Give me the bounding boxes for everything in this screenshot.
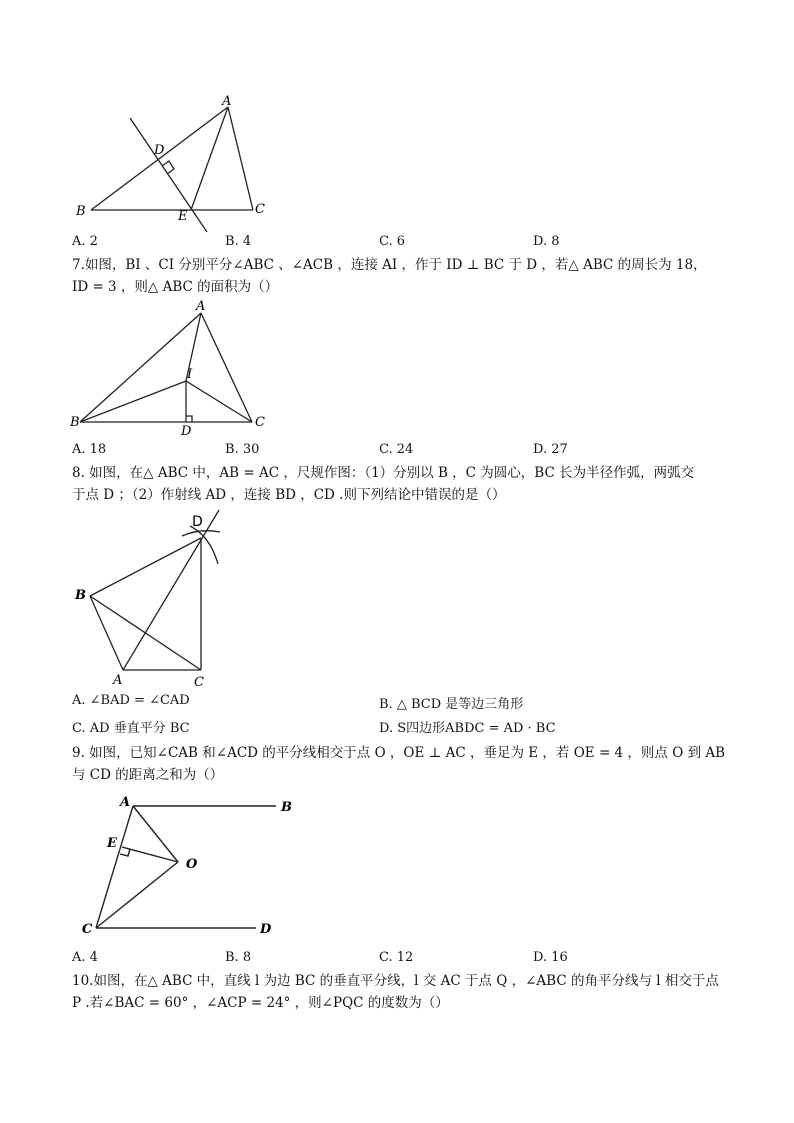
label-D: D xyxy=(181,424,192,438)
option-b[interactable]: B. 8 xyxy=(225,950,252,965)
label-A: A xyxy=(120,795,131,810)
label-E: E xyxy=(178,209,188,224)
option-d[interactable]: D. 27 xyxy=(533,442,568,457)
question-9-line-1: 9. 如图，已知∠CAB 和∠ACD 的平分线相交于点 O ，OE ⊥ AC ，垂足为 E ，若 OE = 4 ，则点 O 到 AB xyxy=(72,745,726,761)
question-9-line-2: 与 CD 的距离之和为（） xyxy=(72,767,224,783)
segment-BI xyxy=(80,381,186,422)
option-d[interactable]: D. 16 xyxy=(533,950,568,965)
option-c[interactable]: C. 6 xyxy=(379,234,406,249)
question-8 xyxy=(72,462,732,506)
ray-AD xyxy=(123,510,219,670)
segment-CO xyxy=(96,862,178,928)
question-8-line-2: 于点 D ；（2）作射线 AD ，连接 BD ，CD .则下列结论中错误的是（） xyxy=(72,487,506,503)
label-D: D xyxy=(260,922,272,937)
option-b[interactable]: B. 30 xyxy=(225,442,260,457)
question-7-line-2: ID = 3 ，则△ ABC 的面积为（） xyxy=(72,279,279,295)
option-c[interactable]: C. AD 垂直平分 BC xyxy=(72,721,190,736)
question-7-line-1: 7.如图，BI 、CI 分别平分∠ABC 、∠ACB ，连接 AI ，作于 ID ⊥ BC 于 D ，若△ ABC 的周长为 18， xyxy=(72,257,707,273)
label-I: I xyxy=(187,367,193,382)
option-a[interactable]: A. 4 xyxy=(72,950,98,965)
option-a[interactable]: A. 2 xyxy=(72,234,98,249)
option-d[interactable]: D. 8 xyxy=(533,234,560,249)
question-10-line-1: 10.如图，在△ ABC 中，直线 l 为边 BC 的垂直平分线，l 交 AC 于点 Q ，∠ABC 的角平分线与 l 相交于点 xyxy=(72,973,719,989)
right-angle-mark xyxy=(120,849,130,856)
label-C: C xyxy=(82,922,93,937)
question-10-line-2: P .若∠BAC = 60° ，∠ACP = 24° ，则∠PQC 的度数为（） xyxy=(72,995,449,1011)
label-B: B xyxy=(76,204,86,219)
option-c[interactable]: C. 12 xyxy=(379,950,414,965)
option-b[interactable]: B. 4 xyxy=(225,234,252,249)
segment-AC xyxy=(96,806,133,928)
label-C: C xyxy=(255,415,265,430)
right-angle-mark xyxy=(186,416,192,422)
segment-AO xyxy=(133,806,178,862)
option-b[interactable]: B. △ BCD 是等边三角形 xyxy=(379,697,524,712)
figure-q8 xyxy=(70,506,240,688)
label-A: A xyxy=(196,299,206,314)
label-B: B xyxy=(75,588,86,603)
label-C: C xyxy=(255,202,265,217)
perpendicular-bisector xyxy=(130,118,207,232)
label-B: B xyxy=(70,415,80,430)
figure-q7 xyxy=(66,298,276,438)
question-8-line-1: 8. 如图，在△ ABC 中，AB = AC ，尺规作图：（1）分别以 B ，C 为圆心，BC 长为半径作弧，两弧交 xyxy=(72,465,695,481)
question-9 xyxy=(72,742,732,786)
option-a[interactable]: A. ∠BAD = ∠CAD xyxy=(72,693,190,708)
option-a[interactable]: A. 18 xyxy=(72,442,107,457)
label-C: C xyxy=(194,675,204,688)
label-B: B xyxy=(281,800,292,815)
label-D: D xyxy=(192,514,203,530)
label-D: D xyxy=(154,143,165,158)
segment-BA xyxy=(91,107,228,210)
option-d[interactable]: D. S四边形ABDC = AD · BC xyxy=(379,721,556,736)
label-A: A xyxy=(113,673,123,688)
figure-q9 xyxy=(76,790,306,940)
option-c[interactable]: C. 24 xyxy=(379,442,414,457)
segment-BA xyxy=(80,313,201,422)
label-E: E xyxy=(107,836,117,851)
segment-AE xyxy=(191,107,228,210)
segment-AC xyxy=(228,107,253,210)
label-A: A xyxy=(222,94,232,109)
question-7 xyxy=(72,254,732,298)
question-10 xyxy=(72,970,732,1014)
figure-q6 xyxy=(60,90,290,240)
label-O: O xyxy=(186,857,198,872)
